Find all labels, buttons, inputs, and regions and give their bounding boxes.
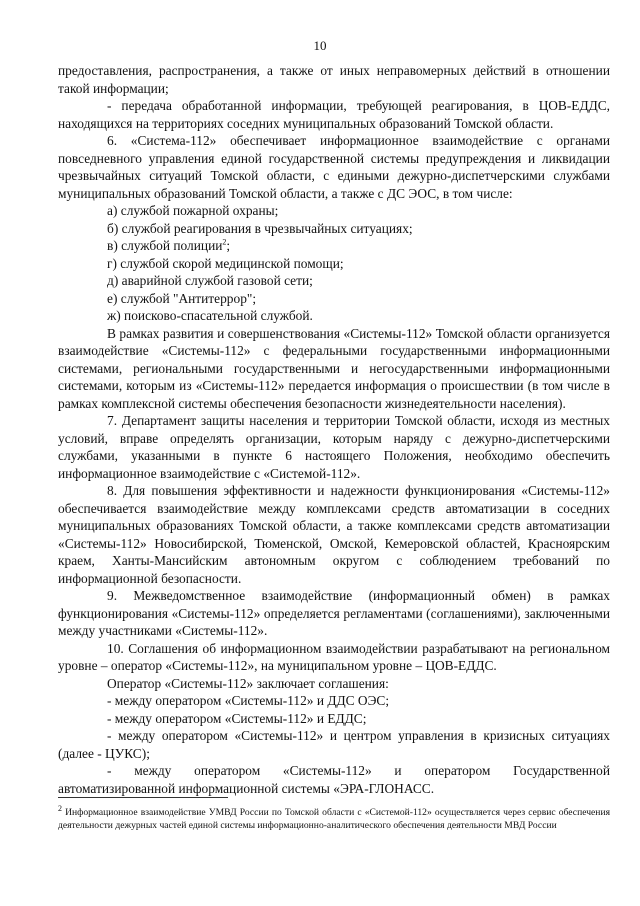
paragraph: Оператор «Системы-112» заключает соглашения: (107, 675, 389, 691)
footnote-text: Информационное взаимодействие УМВД России по Томской области с «Системой-112» осуществляется через сервис обеспечения деятельности дежурных частей единой системы информационно-аналитического обеспечения деятельности МВД России (58, 807, 610, 832)
list-item-text: в) службой полиции (107, 238, 223, 253)
footnote-marker: 2 (58, 803, 62, 813)
paragraph: 7. Департамент защиты населения и территории Томской области, исходя из местных условий, вправе определять организации, которым наряду с дежурно-диспетчерскими службами, указанными в пункте 6 настоящего Положения, необходимо обеспечить информационное взаимодействие с «Системой-112». (58, 413, 610, 481)
footnote-ref[interactable]: 2 (222, 237, 227, 247)
page-number: 10 (313, 38, 327, 53)
footnote (58, 803, 610, 832)
list-item (58, 237, 610, 255)
document-body (58, 62, 610, 797)
list-item: - между оператором «Системы-112» и оператором Государственной автоматизированной информационной системы «ЭРА-ГЛОНАСС. (58, 763, 610, 796)
paragraph: - передача обработанной информации, требующей реагирования, в ЦОВ-ЕДДС, находящихся на территориях соседних муниципальных образований Томской области. (58, 98, 610, 131)
list-item: - между оператором «Системы-112» и ДДС ОЭС; (107, 693, 390, 708)
list-item: е) службой "Антитеррор"; (107, 290, 257, 306)
list-item: - между оператором «Системы-112» и центром управления в кризисных ситуациях (далее - ЦУКС); (58, 728, 610, 761)
paragraph: В рамках развития и совершенствования «Системы-112» Томской области организуется взаимодействие «Системы-112» с федеральными государственными информационными системами, региональными государственными и негосударственными информационными системами, которым из «Системы-112» передается информация о происшествии (в том числе в рамках комплексной системы обеспечения безопасности жизнедеятельности населения). (58, 325, 610, 411)
paragraph: 10. Соглашения об информационном взаимодействии разрабатывают на региональном уровне – оператор «Системы-112», на муниципальном уровне – ЦОВ-ЕДДС. (58, 640, 610, 673)
paragraph: 8. Для повышения эффективности и надежности функционирования «Системы-112» обеспечивается взаимодействие между комплексами средств автоматизации в соседних муниципальных образованиях Томской области, а также комплексами средств автоматизации «Системы-112» Новосибирской, Тюменской, Омской, Кемеровской областей, Красноярским краем, Ханты-Мансийским автономным округом с соблюдением требований по информационной безопасности. (58, 483, 610, 586)
list-item: - между оператором «Системы-112» и ЕДДС; (107, 710, 367, 726)
list-item: г) службой скорой медицинской помощи; (107, 255, 344, 271)
list-item: ж) поисково-спасательной службой. (107, 308, 313, 323)
list-item: б) службой реагирования в чрезвычайных ситуациях; (107, 220, 413, 236)
list-item-punct: ; (226, 238, 231, 253)
footnote-divider (58, 797, 228, 798)
paragraph: предоставления, распространения, а также от иных неправомерных действий в отношении такой информации; (58, 63, 610, 96)
list-item: а) службой пожарной охраны; (107, 203, 279, 218)
list-item: д) аварийной службой газовой сети; (107, 273, 313, 288)
paragraph: 9. Межведомственное взаимодействие (информационный обмен) в рамках функционирования «Системы-112» определяется регламентами (соглашениями), заключенными между участниками «Системы-112». (58, 588, 610, 638)
paragraph: 6. «Система-112» обеспечивает информационное взаимодействие с органами повседневного управления единой государственной системы предупреждения и ликвидации чрезвычайных ситуаций Томской области, с едиными дежурно-диспетчерскими службами муниципальных образований Томской области, а также с ДС ЭОС, в том числе: (58, 133, 610, 201)
